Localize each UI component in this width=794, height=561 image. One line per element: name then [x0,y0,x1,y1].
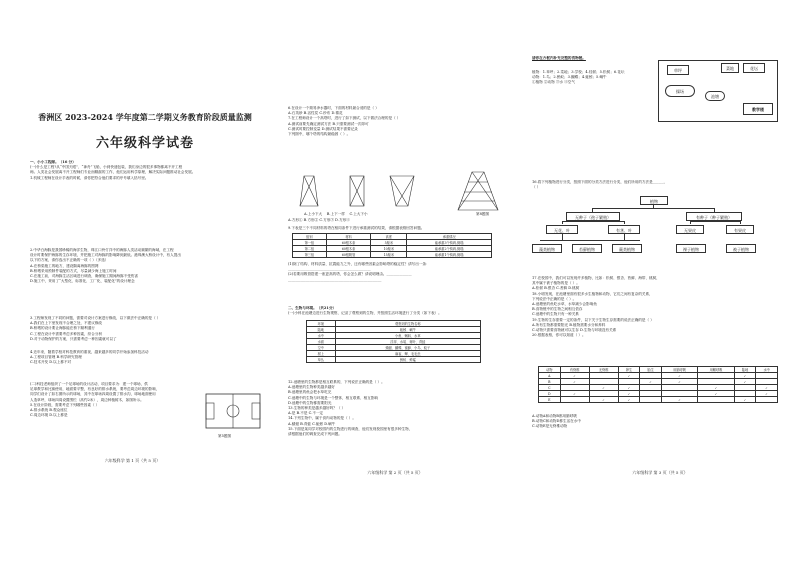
tree-leaf: 被子植物 [726,244,756,253]
tree-node: 有果皮 [726,225,754,234]
map-label: 操场 [665,85,695,97]
cell: 10厘米 [371,246,407,252]
column-header: 材料 [326,234,371,240]
column-header: 陆地 [734,367,756,373]
question-4 [30,350,262,366]
column-header: 环境 [307,321,336,327]
question-12: 12.池塘里的生物都是相互联系的，下列说法正确的是（ ）。 [288,380,385,384]
cell: ✓ [618,391,640,397]
cell: ✓ [560,379,589,385]
page-1 [0,0,265,561]
tree-node: 无花、叶 [546,225,578,234]
page-3 [526,0,794,561]
column-header: 观察到的生物名称 [335,321,480,327]
tree-leaf: 藻类植物 [532,244,562,253]
question-19: 19.生物的生存需要一定的条件，以下关于生物生存需要的说法正确的是（ ） [532,317,654,322]
exam-title: 六年级科学试卷 [95,136,194,151]
tree-leaf: 蕨类植物 [612,244,642,253]
figure-caption: 第5题图 [218,434,232,438]
option[interactable]: A.动物A和动物B都用肺呼吸 [532,414,577,418]
cell: 第二组 [293,246,327,252]
map-legend [532,70,656,86]
tree-node: 无种子（孢子繁殖） [566,212,620,221]
school-map [658,60,778,122]
tree-node: 有种子（种子繁殖） [686,212,742,221]
text-line: 足球教学和比赛使用，地面要平整，有良好的排水系统，要考虑周边环境的影响， [30,387,160,392]
cell: ✓ [560,391,589,397]
cell: A [539,373,561,379]
question-1: 1.机械工程师在设计手表的时候，请你把符合他们要求的序号填入括号里。 [30,175,149,180]
tower-labels [304,212,479,217]
cell: 能承重1个钩码,倒塌 [407,252,492,258]
map-label: 花坛 [743,63,765,73]
cell: ✓ [618,397,640,403]
question-20-options [532,414,788,430]
question-14: 14.下列生物中，属于食肉动物的是（ ）。 [288,416,356,421]
question-18: 18.小明发现，在池塘里面有很多水生植物和动物，它们之间有复杂的关系， [532,291,653,296]
tree-node: 有茎、叶 [608,225,640,234]
cell: ✓ [734,397,756,403]
text-line: 5.在设计阶段，需要考虑下列哪些因素（ ） [30,402,100,407]
cell: ✓ [756,391,778,397]
question-13: 13.生物的种类是越多越好吗？（ ） [288,406,346,411]
page-footer: 六年级科学 第 3 页（共 5 页） [632,470,688,475]
cell: 草丛 [307,357,336,363]
page-2 [266,0,524,561]
option[interactable]: C.周边环境 D.以上都是 [30,413,68,418]
legend-line: 植物：1.草坪；2.菜地；3.学校；4.桂树；5.松树；6.花坛 [532,70,625,74]
text-line: 2.中华白海豚是我国珍稀的海洋生物，珠江口伶仃洋中的海豚人类活动频繁的海域，在工程 [30,248,174,252]
question-20: 20.根据表格，你可以知道（ ）。 [532,333,586,338]
cell: ✓ [756,385,778,391]
text-line: (2)若要用吸管搭建一座更高的塔，你会怎么做？请说明理由。______________ [288,272,412,277]
cell [640,397,662,403]
tower-label: B.上下一样 [326,212,345,216]
cell: ✓ [661,397,697,403]
text-line: 4.近年来，随着学校对科技教育的重视，越来越多的同学开始参加科技活动 [30,350,149,354]
exam-header: 香洲区 2023-2024 学年度第二学期义务教育阶段质量监测 [38,112,252,122]
option[interactable]: A.排水系统 B.观众座位 [30,408,68,413]
figure-caption: 第8题图 [476,212,490,216]
cell: 陆地 [307,327,336,333]
table-row [293,252,492,258]
question-17: 17.在校园中，我们可以发现许多植物，比如：松树、银杏、苔藓、海带、桃树， [532,276,660,280]
cell: C [539,385,561,391]
section-1 [30,160,262,181]
option[interactable]: B.桥墩的设计要让海豚能在桥下顺利通行 [30,326,95,331]
question-8-options[interactable]: A.方形① B.方形② C.方形③ D.方形④ [288,218,350,222]
cell: D [539,391,561,397]
option[interactable]: A.是 B.不是 C.不一定 [288,411,324,416]
questions-12-15 [288,380,520,437]
option[interactable]: C.动物E是无脊椎动物 [532,424,568,429]
page-footer: 六年级科学 第 1 页（共 5 页） [104,458,161,463]
question-3 [30,316,262,342]
option[interactable]: A.石英砂 B.活性炭 C.纱布 D.棉花 [288,111,343,116]
tree-leaf: 裸子植物 [676,244,706,253]
question-2 [30,248,262,284]
option[interactable]: C.动物只需要食物就可以生存 D.生物与环境没有关系 [532,328,617,333]
question-6 [288,106,520,137]
tower-figures [288,170,518,212]
cell [756,397,778,403]
text-line: 师。人类社会发展离不开工程师们专业而精湛的工作，他们运用科学原理，解决实际问题推动社会发展。 [30,170,196,175]
column-header: 用肺呼吸 [661,367,697,373]
map-label: 教学楼 [743,103,773,115]
section-heading: 一、小小工程师。（16 分） [30,160,76,164]
column-header: 高度 [371,234,407,240]
classification-tree [532,196,788,272]
map-label: 菜地 [721,63,739,73]
option[interactable]: A.池塘里的鱼吃水草，水草减少会影响鱼 [532,302,597,307]
cell: ✓ [661,379,697,385]
option[interactable]: B.桥墩采用预制件装配的方式，尽量减少海上施工时间 [30,268,117,273]
option[interactable]: C.工程在设计中需要考虑多种因素，综合分析 [30,331,103,336]
cell: 浮萍、水黾、荷叶、青蛙 [335,339,480,345]
text-line: 请根据他们的调查完成下列问题。 [288,432,342,437]
tower-label: C.上大下小 [349,212,368,216]
tree-root: 植物 [640,196,668,205]
cell: 60根木条 [326,246,371,252]
text-line: 设计时要保护海豚的生存环境，并把施工对海豚的影响降到最低。港珠澳大桥设计中，有人提出 [30,253,181,258]
animal-table [538,366,778,403]
question-8: 下列图中，哪个塔的结构最稳固（ ）。 [288,132,351,137]
tower-label: A.上小下大 [304,212,323,216]
option[interactable]: A.在桥梁施工的地方，建设隔离海豚的围网 [30,263,99,268]
cell: 树上 [307,351,336,357]
results-table [292,233,492,258]
cell: 水面 [307,339,336,345]
cell: 第三组 [293,252,327,258]
question-9: 9.下表是三个不同材料的塔在相同条件下进行承重测试的结果，请根据表格回答问题。 [288,226,425,230]
column-header: 有脊椎 [560,367,589,373]
tree-leaf: 苔藓植物 [572,244,602,253]
cell: ✓ [661,373,697,379]
option[interactable]: A.我们在上下里发现不合理之处，不建议修改 [30,321,103,326]
cell: ✓ [589,385,618,391]
cell: ✓ [698,385,734,391]
text-line: 以下的方案，请你选出不正确的一项（ ）（多选） [30,258,109,263]
text-line: (二)科技老师组织了一个足球场的设计活动，项目要求为：建一个球场，供 [30,382,148,386]
legend-line: ①植物 ②动物 ③水 ④空气 [532,80,575,85]
option[interactable]: D.施工中，采用了“大型化、标准化、工厂化、装配化”的设计理念 [30,279,135,284]
option[interactable]: C.在施工前，对海豚生活区域进行调查，确保施工期间海豚不受伤害 [30,274,138,279]
question-7: 7.在工程师设计一个高塔时，进行了如下测试，以下做法合理的是（ ） [288,116,401,121]
answer-blank[interactable]: （ ） [532,185,541,190]
cell: 60根木条 [326,240,371,246]
cell: ✓ [734,373,756,379]
column-header: 承重情况 [407,234,492,240]
option[interactable]: A.工程项目管理 B.科学研究管理 [30,355,82,360]
cell: 蚯蚓、蜗牛 [335,327,480,333]
cell: ✓ [698,391,734,397]
question-10 [288,262,520,283]
table-row [539,397,778,403]
cell: 小鱼、蝌蚪、水草 [335,333,480,339]
map-label: 池塘 [705,91,725,101]
text-line: 同学们设计了如右图所示的球场，其中在球场四周设置了排水沟，球场地面使用 [30,392,156,397]
option[interactable]: D.池塘中的生物都需要阳光 [288,400,332,405]
option[interactable]: B.池塘里的鱼会把水草吃完 [288,390,332,395]
cell: 第一组 [293,240,327,246]
cell: 麻雀、蝉、毛毛虫 [335,351,480,357]
question-15: 15.下面是某同学对校园内的生物进行的调查，他们发现校园里有很多种生物， [288,426,413,431]
question-5 [30,382,205,418]
cell: ✓ [618,385,640,391]
text-line: 下列说法中正确的是（ ）。 [532,296,577,301]
question-11: (一)小科在池塘边进行生物观察，记录了观察到的生物，并按照生活环境进行了分类（如下表）。 [288,311,442,316]
text-line: (一)什么是工程?从“中国天眼”、“神舟”飞船，小到快递包装，我们身边的很多事物都离不开工程 [30,165,183,170]
option[interactable]: A.蜻蜓 B.青蛙 C.蚯蚓 D.蜗牛 [288,421,336,426]
cell: 5厘米 [371,240,407,246]
option[interactable]: C.测试时要控制变量 D.测试结果不需要记录 [288,126,358,131]
text-line: 其中属于被子植物的是（ ）。 [532,281,580,286]
option[interactable]: B.动物C和动物D都生活在水中 [532,419,581,424]
cell: ✓ [589,397,618,403]
column-header: 动物 [539,367,561,373]
text-line: 6.在设计一个简易净水器时，下面的材料最合适的是（ ） [288,106,379,110]
instruction: 请你在方框内补充完整的食物链。 [532,56,586,60]
option[interactable]: A.池塘里的生物种类越多越好 [288,385,335,390]
column-header: 卵生 [618,367,640,373]
map-label: 草坪 [667,65,689,75]
option[interactable]: A.松树 B.银杏 C.苔藓 D.桃树 [532,286,580,291]
text-line: 16.将下列植物进行分类，按照下面的分类方法进行分类，他们所用的方法是______， [532,180,668,184]
option[interactable]: B.食物链中的生物之间相互依存 [532,307,583,312]
questions-17-19 [532,276,788,338]
column-header: 用鳃呼吸 [698,367,734,373]
page-footer: 六年级科学 第 2 页（共 5 页） [367,470,423,475]
answer-line[interactable]: ____________________________________________________ [288,277,382,282]
cell: 15厘米 [371,252,407,258]
column-header: 组别 [293,234,327,240]
cell: 空中 [307,345,336,351]
question-16 [532,180,788,190]
cell [698,397,734,403]
cell: ✓ [560,373,589,379]
cell: ✓ [640,379,662,385]
section-heading: 二、生物与环境。（共21分） [288,306,337,310]
cell: 蚂蚁、蚱蜢 [335,357,480,363]
option[interactable]: D.对于动物保护的方案，只需要考虑一种因素就可以了 [30,336,117,341]
cell: ✓ [734,379,756,385]
option[interactable]: A.所有生物都需要阳光 B.植物需要水分和养料 [532,322,606,327]
cell: 60根吸管 [326,252,371,258]
cell: 蜻蜓、蝴蝶、蜜蜂、小鸟、蚊子 [335,345,480,351]
organism-table [306,320,481,363]
football-field-figure [205,393,261,431]
text-line: (1)除了结构、材料质量、抗震能力之外，还有哪些因素会影响塔的稳定性？请写出一条： [288,262,430,266]
option[interactable]: A.测试前要先确定测试方法 B.只需要测试一次即可 [288,121,369,126]
section-2 [288,306,520,316]
option[interactable]: C.池塘中的生物只有一种关系 [532,312,579,317]
column-header: 胎生 [640,367,662,373]
cell: 水中 [307,333,336,339]
cell: B [539,379,561,385]
option[interactable]: C.技术开发 D.以上都不对 [30,360,72,365]
column-header: 水中 [756,367,778,373]
cell: 能承重2个钩码,倒塌 [407,246,492,252]
cell: 能承重3个钩码,倒塌 [407,240,492,246]
text-line: 3.工程师发现了不同的问题，需要对设计方案进行修改，以下做法中正确的是（ ） [30,316,161,320]
text-line: 人造草坪，球场四周设置围栏（高约2米），周边种植树木，如图所示。 [30,397,144,402]
table-row [307,357,481,363]
answer-line[interactable]: ______________________________________________ [288,267,371,272]
column-header: 无脊椎 [589,367,618,373]
tree-node: 无果皮 [676,225,704,234]
cell: E [539,397,561,403]
option[interactable]: C.池塘中的生物与环境是一个整体，相互联系、相互影响 [288,395,379,400]
cell [560,397,589,403]
legend-line: 动物：1.鸟；2.蚂蚁；3.蝴蝶；4.蚯蚓；5.蜗牛 [532,75,607,80]
cell: ✓ [618,373,640,379]
